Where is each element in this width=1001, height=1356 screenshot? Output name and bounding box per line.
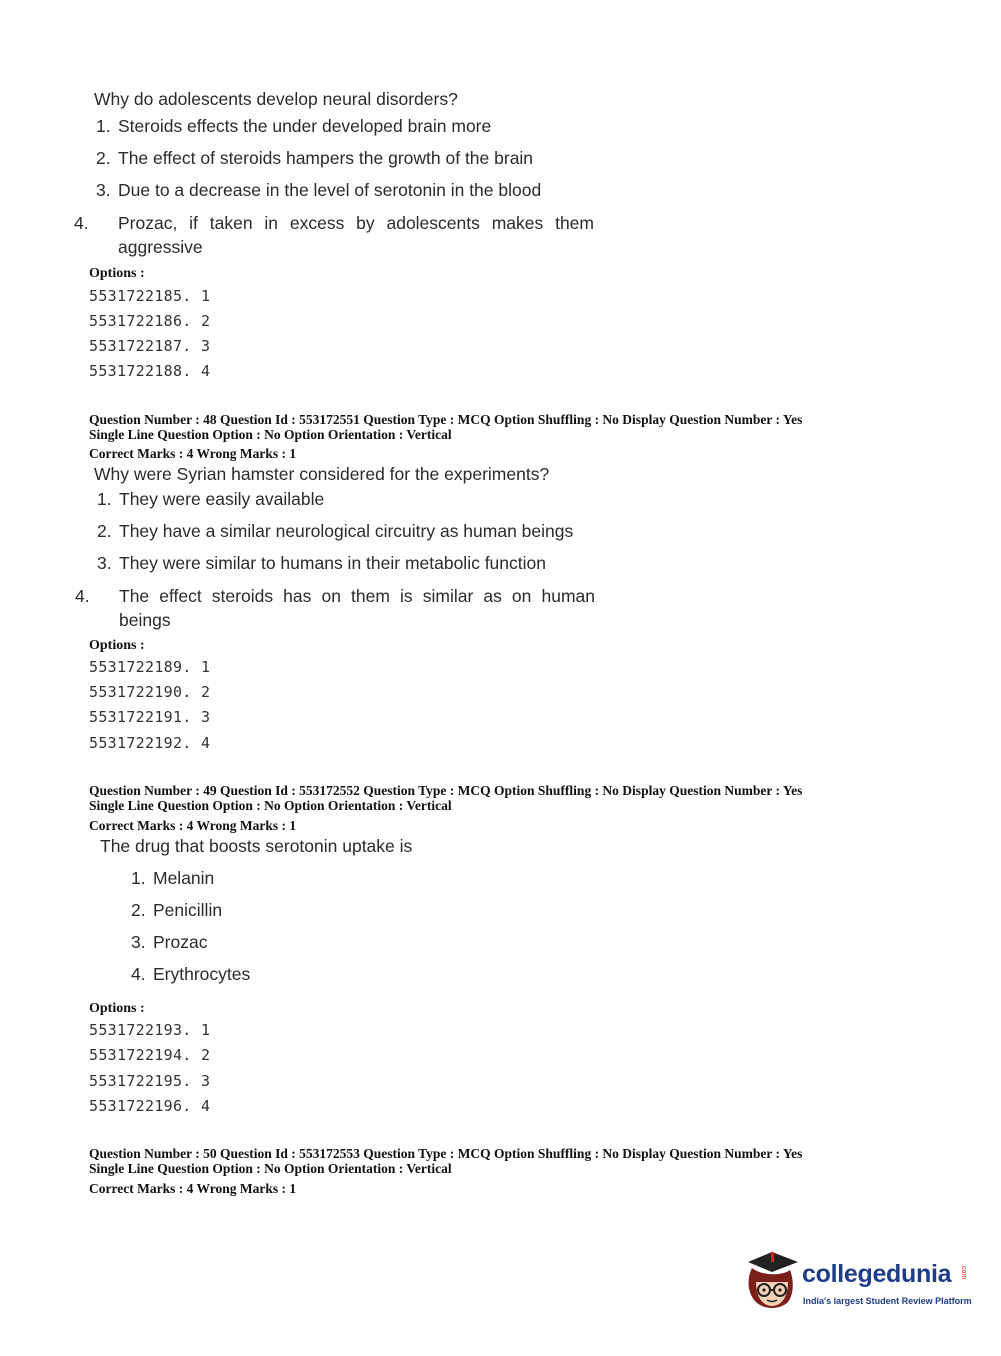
choice-item: 4. Erythrocytes <box>131 964 251 984</box>
options-label: Options : <box>89 1001 145 1016</box>
question-text: Why were Syrian hamster considered for the experiments? <box>94 464 550 484</box>
collegedunia-logo <box>742 1250 972 1320</box>
option-id: 5531722193. 1 <box>89 1021 211 1039</box>
choice-item: 3. They were similar to humans in their metabolic function <box>97 553 546 573</box>
option-id: 5531722194. 2 <box>89 1046 211 1064</box>
choice-item: 3. Prozac <box>131 932 208 952</box>
question-meta: Single Line Question Option : No Option Orientation : Vertical <box>89 427 452 442</box>
option-id: 5531722196. 4 <box>89 1097 211 1115</box>
option-id: 5531722195. 3 <box>89 1072 211 1090</box>
option-id: 5531722190. 2 <box>89 683 211 701</box>
question-meta: Question Number : 49 Question Id : 553172552 Question Type : MCQ Option Shuffling : No Display Question Number : Yes <box>89 783 803 798</box>
question-marks: Correct Marks : 4 Wrong Marks : 1 <box>89 818 297 833</box>
mascot-icon <box>742 1250 800 1312</box>
logo-wordmark: collegedunia <box>802 1260 952 1288</box>
choice-item: 4. The effect steroids has on them is similar as on human beings <box>75 586 595 630</box>
question-meta: Single Line Question Option : No Option Orientation : Vertical <box>89 1161 452 1176</box>
question-text: Why do adolescents develop neural disorders? <box>94 89 458 109</box>
option-id: 5531722186. 2 <box>89 312 211 330</box>
logo-com: .com <box>960 1264 967 1280</box>
choice-item: 2. They have a similar neurological circuitry as human beings <box>97 521 574 541</box>
choice-item: 2. The effect of steroids hampers the growth of the brain <box>96 148 534 168</box>
question-meta: Question Number : 50 Question Id : 553172553 Question Type : MCQ Option Shuffling : No Display Question Number : Yes <box>89 1146 803 1161</box>
question-text: The drug that boosts serotonin uptake is <box>100 836 413 856</box>
choice-item: 4. Prozac, if taken in excess by adolescents makes them aggressive <box>74 213 594 257</box>
choice-item: 1. Melanin <box>131 868 215 888</box>
question-meta: Question Number : 48 Question Id : 553172551 Question Type : MCQ Option Shuffling : No Display Question Number : Yes <box>89 412 803 427</box>
options-label: Options : <box>89 638 145 653</box>
question-meta: Single Line Question Option : No Option Orientation : Vertical <box>89 798 452 813</box>
logo-tagline: India's largest Student Review Platform <box>803 1296 972 1306</box>
option-id: 5531722189. 1 <box>89 658 211 676</box>
option-id: 5531722191. 3 <box>89 708 211 726</box>
option-id: 5531722185. 1 <box>89 287 211 305</box>
choice-item: 1. Steroids effects the under developed brain more <box>96 116 492 136</box>
question-marks: Correct Marks : 4 Wrong Marks : 1 <box>89 446 297 461</box>
choice-item: 1. They were easily available <box>97 489 325 509</box>
option-id: 5531722187. 3 <box>89 337 211 355</box>
choice-item: 2. Penicillin <box>131 900 223 920</box>
option-id: 5531722188. 4 <box>89 362 211 380</box>
options-label: Options : <box>89 266 145 281</box>
question-marks: Correct Marks : 4 Wrong Marks : 1 <box>89 1181 297 1196</box>
choice-item: 3. Due to a decrease in the level of serotonin in the blood <box>96 180 542 200</box>
option-id: 5531722192. 4 <box>89 734 211 752</box>
